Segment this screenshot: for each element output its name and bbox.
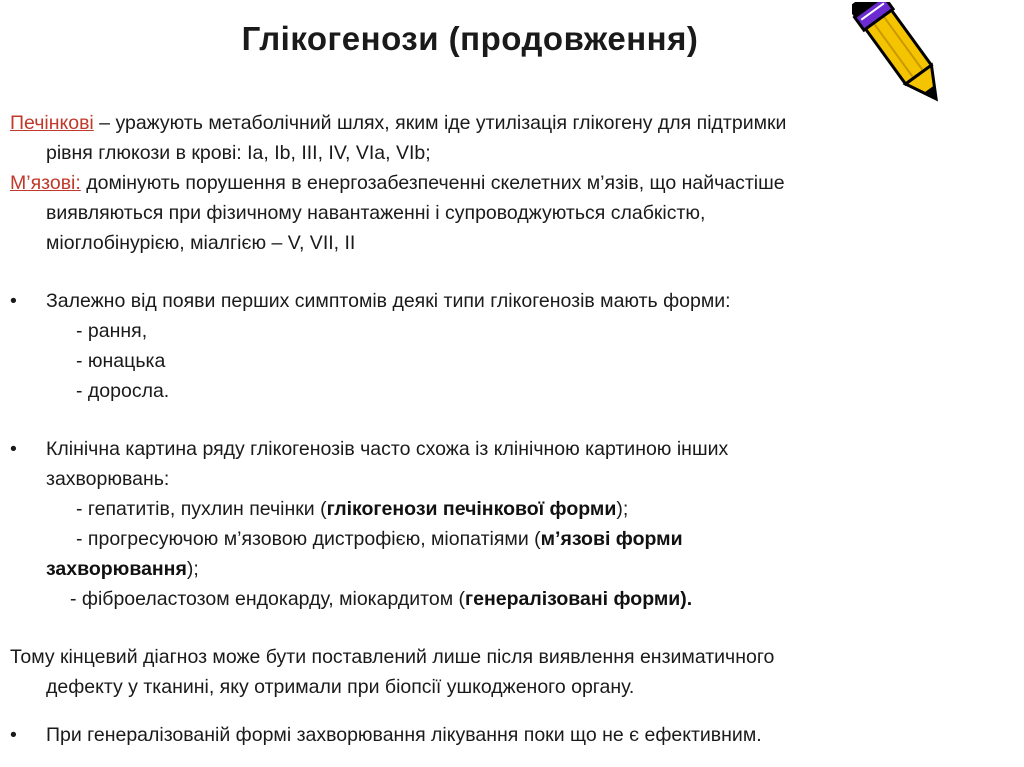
liver-term: Печінкові: [10, 112, 94, 134]
slide-title: Глікогенози (продовження): [241, 20, 699, 57]
clinic-fib-pre: - фіброеластозом ендокарду, міокардитом (: [70, 588, 466, 610]
liver-desc-1: – уражують метаболічний шлях, яким іде утилізація глікогену для підтримки: [93, 112, 787, 134]
clinic-hep-post: );: [616, 498, 629, 520]
clinic-fib-post: ).: [680, 588, 693, 610]
forms-item-adult: - доросла.: [76, 380, 170, 402]
pencil-icon: [852, 2, 960, 106]
forms-item-juvenile: - юнацька: [76, 350, 166, 372]
forms-item-early: - рання,: [76, 320, 148, 342]
treatment-line: При генералізованій формі захворювання лікування поки що не є ефективним.: [46, 724, 762, 746]
clinic-dys-pre: - прогресуючою м’язовою дистрофією, міопатіями (: [76, 528, 541, 550]
bullet-clinic: •: [10, 438, 17, 460]
clinic-dys-bold-1: м’язові форми: [540, 528, 683, 550]
diagnosis-line-1: Тому кінцевий діагноз може бути поставлений лише після виявлення ензиматичного: [10, 646, 775, 668]
clinic-hep-pre: - гепатитів, пухлин печінки (: [76, 498, 327, 520]
clinic-dys-post: );: [186, 558, 199, 580]
muscle-line-3: міоглобінурією, міалгією – V, VII, II: [46, 232, 356, 254]
clinic-hepatitis: [76, 494, 628, 524]
muscle-line-1: [10, 168, 785, 198]
clinic-dystrophy-cont: [46, 554, 199, 584]
bullet-forms: •: [10, 290, 17, 312]
liver-line-2: рівня глюкози в крові: Ia, Ib, III, IV, VIa, VIb;: [46, 142, 431, 164]
clinic-dys-bold-2: захворювання: [46, 558, 187, 580]
clinic-dystrophy: [76, 524, 683, 554]
clinic-fibroelastosis: [70, 584, 692, 614]
muscle-line-2: виявляються при фізичному навантаженні і супроводжуються слабкістю,: [46, 202, 706, 224]
bullet-treatment: •: [10, 724, 17, 746]
muscle-term: М’язові:: [10, 172, 81, 194]
forms-intro: Залежно від появи перших симптомів деякі типи глікогенозів мають форми:: [46, 290, 731, 312]
clinic-line-1: Клінічна картина ряду глікогенозів часто схожа із клінічною картиною інших: [46, 438, 729, 460]
clinic-fib-bold: генералізовані форми: [465, 588, 681, 610]
muscle-desc-1: домінують порушення в енергозабезпеченні скелетних м’язів, що найчастіше: [80, 172, 785, 194]
clinic-line-2: захворювань:: [46, 468, 170, 490]
liver-line-1: [10, 108, 786, 138]
diagnosis-line-2: дефекту у тканині, яку отримали при біопсії ушкодженого органу.: [46, 676, 635, 698]
clinic-hep-bold: глікогенози печінкової форми: [326, 498, 617, 520]
